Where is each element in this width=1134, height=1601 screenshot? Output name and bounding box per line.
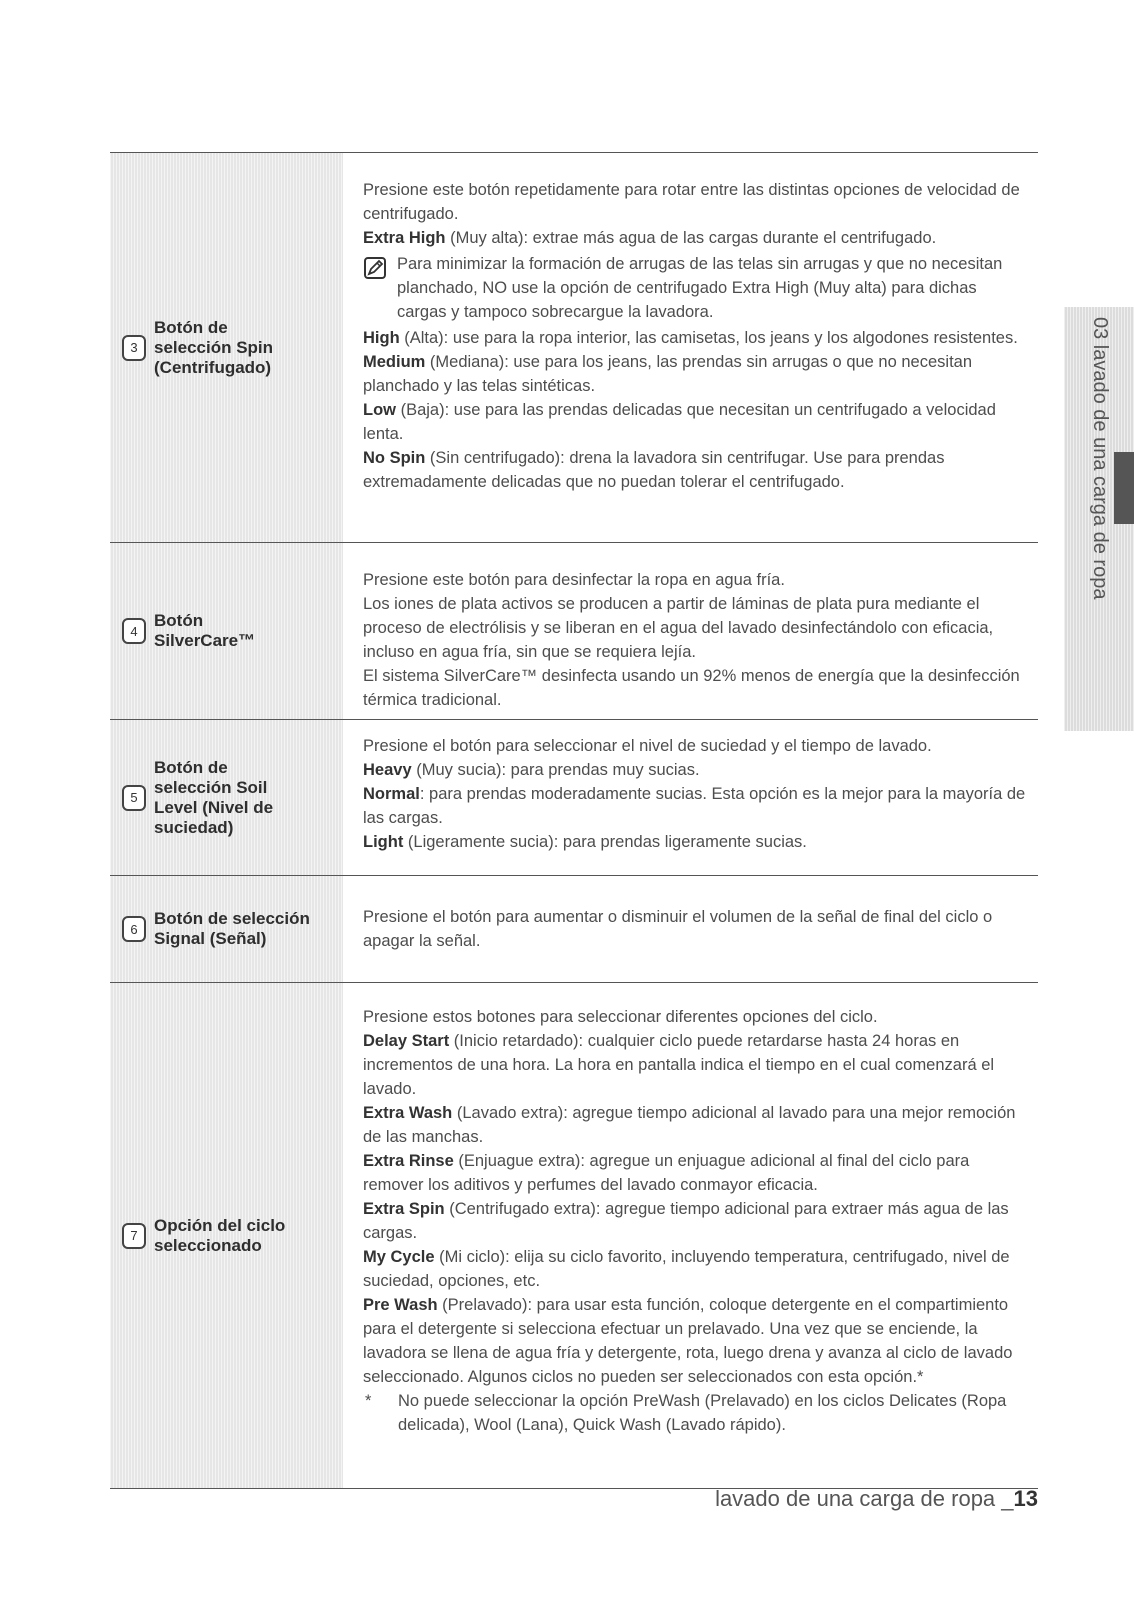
list-item xyxy=(363,1245,1028,1293)
list-item xyxy=(363,1149,1028,1197)
option-term: Delay Start xyxy=(363,1032,450,1050)
option-term: Extra Wash xyxy=(363,1104,453,1122)
number-badge: 4 xyxy=(122,618,146,644)
page-number: 13 xyxy=(1013,1486,1038,1511)
option-desc: (Prelavado): para usar esta función, coloque detergente en el compartimiento para el detergente si selecciona efectuar un prelavado. Una vez que se enciende, la lavadora se llena de agua fría y detergente, rota, luego drena y avanza al ciclo de lavado seleccionado. Algunos ciclos no pueden ser seleccionados con esta opción.* xyxy=(363,1296,1013,1386)
option-desc: (Mediana): use para los jeans, las prendas sin arrugas o que no necesitan planchado y las telas sintéticas. xyxy=(363,353,973,395)
table-row xyxy=(110,543,1038,720)
list-item xyxy=(363,446,1028,494)
option-desc: (Baja): use para las prendas delicadas que necesitan un centrifugado a velocidad lenta. xyxy=(363,401,996,443)
row-intro: Presione el botón para seleccionar el nivel de suciedad y el tiempo de lavado. xyxy=(363,737,932,755)
option-desc: (Mi ciclo): elija su ciclo favorito, incluyendo temperatura, centrifugado, nivel de suciedad, opciones, etc. xyxy=(363,1248,1010,1290)
row-intro: Presione el botón para aumentar o disminuir el volumen de la señal de final del ciclo o apagar la señal. xyxy=(363,908,993,950)
page-footer xyxy=(715,1486,1038,1512)
chapter-tab-label: 03 lavado de una carga de ropa xyxy=(1089,317,1111,600)
option-term: Light xyxy=(363,833,404,851)
note-block xyxy=(363,252,1028,324)
list-item xyxy=(363,830,1028,854)
table-row xyxy=(110,153,1038,543)
footnote xyxy=(363,1389,1028,1437)
option-term: High xyxy=(363,329,400,347)
option-desc: (Muy alta): extrae más agua de las cargas durante el centrifugado. xyxy=(445,229,937,247)
table-row xyxy=(110,876,1038,983)
list-item xyxy=(363,1101,1028,1149)
option-desc: (Ligeramente sucia): para prendas ligeramente sucias. xyxy=(403,833,807,851)
options-table xyxy=(110,152,1038,1489)
option-desc: : para prendas moderadamente sucias. Esta opción es la mejor para la mayoría de las cargas. xyxy=(363,785,1026,827)
note-pencil-icon xyxy=(363,252,397,324)
option-desc: (Muy sucia): para prendas muy sucias. xyxy=(411,761,700,779)
table-row xyxy=(110,720,1038,876)
option-term: Extra Rinse xyxy=(363,1152,454,1170)
row-description xyxy=(343,720,1038,875)
option-term: Normal xyxy=(363,785,420,803)
row-label: Opción del ciclo seleccionado xyxy=(154,1215,286,1255)
footer-text: lavado de una carga de ropa _ xyxy=(715,1486,1014,1511)
number-badge: 7 xyxy=(122,1223,146,1249)
option-desc: (Enjuague extra): agregue un enjuague adicional al final del ciclo para remover los aditivos y perfumes del lavado conmayor eficacia. xyxy=(363,1152,970,1194)
table-row xyxy=(110,983,1038,1489)
list-item xyxy=(363,758,1028,782)
paragraph: El sistema SilverCare™ desinfecta usando un 92% menos de energía que la desinfección térmica tradicional. xyxy=(363,667,1020,709)
row-intro: Presione estos botones para seleccionar diferentes opciones del ciclo. xyxy=(363,1008,878,1026)
list-item xyxy=(363,1293,1028,1389)
list-item xyxy=(363,1197,1028,1245)
list-item xyxy=(363,1029,1028,1101)
row-label: Botón de selección Signal (Señal) xyxy=(154,909,310,948)
row-label-cell xyxy=(110,876,343,982)
row-intro: Presione este botón para desinfectar la ropa en agua fría. xyxy=(363,571,785,589)
row-label: Botón SilverCare™ xyxy=(154,611,256,650)
option-desc: (Centrifugado extra): agregue tiempo adicional para extraer más agua de las cargas. xyxy=(363,1200,1009,1242)
list-item xyxy=(363,350,1028,398)
option-desc: (Alta): use para la ropa interior, las camisetas, los jeans y los algodones resistentes. xyxy=(399,329,1018,347)
list-item xyxy=(363,782,1028,830)
row-description xyxy=(343,983,1038,1488)
row-label: Botón de selección Spin (Centrifugado) xyxy=(154,317,274,377)
chapter-tab-marker xyxy=(1114,452,1134,524)
footnote-text: No puede seleccionar la opción PreWash (Prelavado) en los ciclos Delicates (Ropa delicada), Wool (Lana), Quick Wash (Lavado rápido). xyxy=(398,1392,1007,1434)
option-term: Heavy xyxy=(363,761,412,779)
option-term: Pre Wash xyxy=(363,1296,438,1314)
option-desc: (Lavado extra): agregue tiempo adicional al lavado para una mejor remoción de las manchas. xyxy=(363,1104,1016,1146)
number-badge: 3 xyxy=(122,335,146,361)
list-item xyxy=(363,326,1028,350)
paragraph: Los iones de plata activos se producen a partir de láminas de plata pura mediante el proceso de electrólisis y se liberan en el agua del lavado desinfectándolo con eficacia, incluso en agua fría, sin que se requiera lejía. xyxy=(363,595,994,661)
list-item xyxy=(363,398,1028,446)
row-label-cell xyxy=(110,543,343,719)
chapter-side-tab xyxy=(1064,307,1134,731)
option-term: Extra High xyxy=(363,229,446,247)
row-description xyxy=(343,876,1038,982)
row-description xyxy=(343,153,1038,542)
option-term: Extra Spin xyxy=(363,1200,445,1218)
row-intro: Presione este botón repetidamente para rotar entre las distintas opciones de velocidad de centrifugado. xyxy=(363,181,1020,223)
option-term: My Cycle xyxy=(363,1248,435,1266)
row-label: Botón de selección Soil Level (Nivel de suciedad) xyxy=(154,757,274,837)
option-term: Low xyxy=(363,401,396,419)
option-desc: (Sin centrifugado): drena la lavadora sin centrifugar. Use para prendas extremadamente delicadas que no puedan tolerar el centrifugado. xyxy=(363,449,945,491)
row-description xyxy=(343,543,1038,719)
list-item xyxy=(363,226,1028,250)
option-term: Medium xyxy=(363,353,426,371)
number-badge: 6 xyxy=(122,916,146,942)
note-text: Para minimizar la formación de arrugas de las telas sin arrugas y que no necesitan planchado, NO use la opción de centrifugado Extra High (Muy alta) para dichas cargas y tampoco sobrecargue la lavadora. xyxy=(397,255,1003,321)
option-desc: (Inicio retardado): cualquier ciclo puede retardarse hasta 24 horas en incrementos de una hora. La hora en pantalla indica el tiempo en el cual comenzará el lavado. xyxy=(363,1032,995,1098)
row-label-cell xyxy=(110,720,343,875)
row-label-cell xyxy=(110,983,343,1488)
option-term: No Spin xyxy=(363,449,426,467)
asterisk-mark: * xyxy=(365,1392,372,1410)
row-label-cell xyxy=(110,153,343,542)
number-badge: 5 xyxy=(122,785,146,811)
